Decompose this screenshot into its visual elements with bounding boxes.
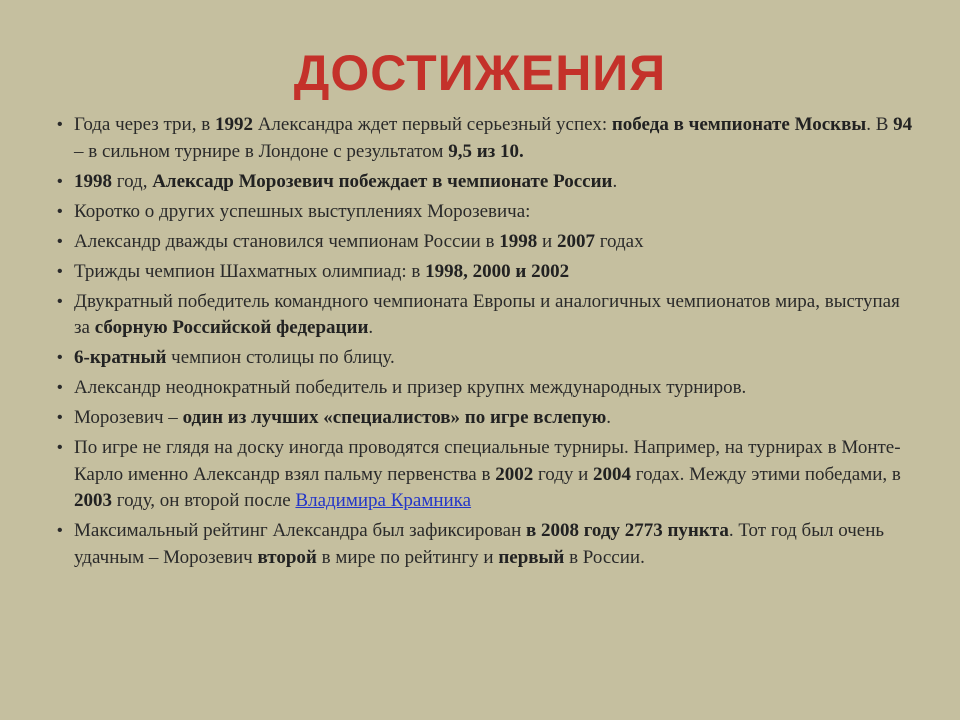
bullet-dot-icon: • — [57, 439, 63, 456]
text-segment: в России. — [564, 546, 645, 568]
bold-text: 2002 — [495, 463, 534, 485]
bold-text: 2004 — [593, 463, 632, 485]
text-segment: Александр дважды становился чемпионам России в — [74, 230, 500, 252]
text-segment: Александра ждет первый серьезный успех: — [252, 114, 612, 135]
text-segment: Морозевич – — [74, 407, 183, 428]
text-segment: год, — [112, 170, 153, 192]
slide-title: ДОСТИЖЕНИЯ — [293, 45, 667, 101]
bullet-dot-icon: • — [57, 379, 63, 396]
bold-text: 2003 — [74, 490, 112, 511]
text-segment: . — [368, 317, 374, 338]
text-segment: Года через три, в — [74, 114, 215, 135]
text-segment: в мире по рейтингу и — [316, 546, 499, 568]
text-segment: Трижды чемпион Шахматных олимпиад: в — [74, 260, 426, 282]
text-segment: Максимальный рейтинг Александра был зафиксирован — [74, 520, 526, 541]
bullet-item — [54, 199, 914, 226]
text-segment: чемпион столицы по блицу. — [166, 347, 395, 368]
bullet-dot-icon: • — [57, 262, 63, 280]
text-segment: . Тот год был очень удачным – Морозевич — [74, 520, 885, 568]
bullet-item — [54, 345, 914, 372]
bold-text: 94 — [893, 114, 913, 135]
text-segment: . — [612, 170, 618, 192]
text-segment: Коротко о других успешных выступлениях Морозевича: — [74, 200, 531, 222]
bold-text: 1998 — [74, 170, 112, 192]
bullet-item — [54, 229, 914, 256]
bullet-dot-icon: • — [57, 522, 63, 539]
bullet-dot-icon: • — [57, 292, 63, 310]
text-segment: году и — [533, 463, 594, 485]
kramnik-link[interactable]: Владимира Крамника — [295, 490, 472, 511]
bullet-item — [54, 435, 914, 515]
bullet-item — [54, 518, 914, 571]
bold-text: 2007 — [556, 230, 595, 252]
text-segment: Александр неоднократный победитель и призер крупнх международных турниров. — [74, 377, 747, 398]
bullet-dot-icon: • — [57, 116, 63, 133]
bullet-item — [54, 169, 914, 196]
bold-text: победа в чемпионате Москвы — [611, 114, 867, 135]
text-segment: годах — [594, 230, 644, 252]
text-segment: и — [537, 230, 557, 252]
text-segment: Двукратный победитель командного чемпионата Европы и аналогичных чемпионатов мира, выступая за — [74, 290, 900, 338]
bold-text: Алексадр Морозевич побеждает в чемпионате России — [152, 170, 613, 192]
bold-text: один из лучших «специалистов» по игре вслепую — [182, 407, 607, 428]
bullet-dot-icon: • — [57, 349, 63, 366]
bold-text: 9,5 из 10. — [448, 140, 524, 162]
text-segment: – в сильном турнире в Лондоне с результатом — [74, 140, 449, 162]
bullet-dot-icon: • — [57, 172, 63, 190]
bullet-dot-icon: • — [57, 232, 63, 250]
bold-text: первый — [498, 546, 565, 568]
bullet-list — [54, 112, 914, 575]
bold-text: 1998, 2000 и 2002 — [425, 260, 570, 282]
bold-text: в 2008 году 2773 пункта — [525, 520, 729, 541]
text-segment: . В — [866, 114, 894, 135]
bullet-dot-icon: • — [57, 202, 63, 220]
bullet-item — [54, 112, 914, 165]
bullet-item — [54, 375, 914, 402]
bullet-item — [54, 259, 914, 286]
bold-text: 1998 — [499, 230, 538, 252]
bullet-item — [54, 405, 914, 432]
bold-text: 1992 — [214, 114, 253, 135]
bullet-item — [54, 289, 914, 342]
text-segment: . — [606, 407, 612, 428]
bold-text: 6-кратный — [74, 347, 167, 368]
bold-text: сборную Российской федерации — [94, 317, 369, 338]
text-segment: году, он второй после — [112, 490, 296, 511]
text-segment: годах. Между этими победами, в — [631, 463, 901, 485]
bullet-dot-icon: • — [57, 409, 63, 426]
text-segment: По игре не глядя на доску иногда проводятся специальные турниры. Например, на турнирах в Монте-Карло именно Александр взял пальму первенства в — [74, 437, 901, 485]
bold-text: второй — [257, 546, 317, 568]
